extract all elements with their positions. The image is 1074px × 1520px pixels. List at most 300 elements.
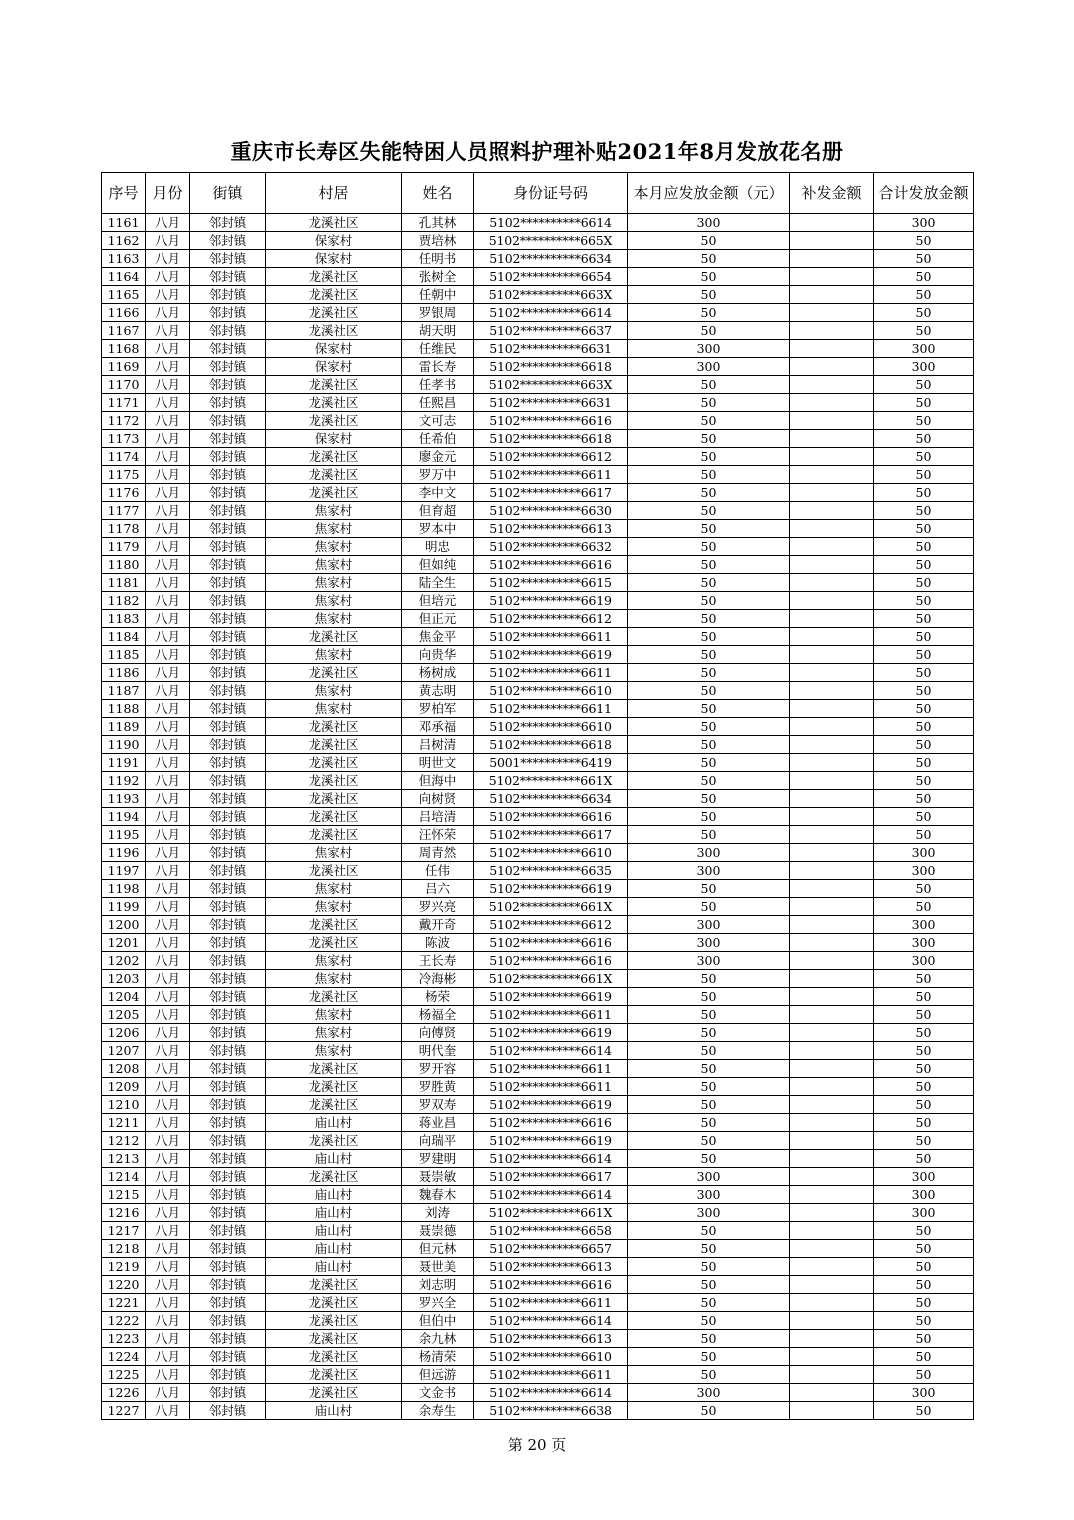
cell-month: 八月: [146, 286, 190, 304]
cell-serial: 1204: [102, 988, 146, 1006]
cell-total: 50: [874, 970, 974, 988]
cell-name: 文可志: [402, 412, 474, 430]
cell-town: 邻封镇: [190, 502, 266, 520]
table-row: [102, 664, 974, 682]
table-row: [102, 1024, 974, 1042]
cell-name: 向贵华: [402, 646, 474, 664]
cell-id-number: 5102**********6616: [474, 934, 628, 952]
header-town: 街镇: [190, 173, 266, 214]
cell-town: 邻封镇: [190, 286, 266, 304]
cell-town: 邻封镇: [190, 394, 266, 412]
cell-total: 50: [874, 1078, 974, 1096]
cell-total: 50: [874, 502, 974, 520]
cell-village: 焦家村: [266, 844, 402, 862]
cell-name: 余寿生: [402, 1402, 474, 1420]
cell-village: 龙溪社区: [266, 808, 402, 826]
cell-id-number: 5001**********6419: [474, 754, 628, 772]
cell-supplement: [790, 1186, 874, 1204]
cell-name: 焦金平: [402, 628, 474, 646]
table-row: [102, 736, 974, 754]
cell-town: 邻封镇: [190, 322, 266, 340]
cell-village: 焦家村: [266, 1024, 402, 1042]
table-row: [102, 1312, 974, 1330]
table-row: [102, 862, 974, 880]
cell-amount-due: 50: [628, 250, 790, 268]
table-row: [102, 214, 974, 232]
cell-month: 八月: [146, 682, 190, 700]
table-row: [102, 304, 974, 322]
cell-id-number: 5102**********6614: [474, 1150, 628, 1168]
cell-amount-due: 50: [628, 520, 790, 538]
cell-name: 任伟: [402, 862, 474, 880]
cell-name: 罗兴全: [402, 1294, 474, 1312]
cell-total: 50: [874, 1006, 974, 1024]
table-row: [102, 1276, 974, 1294]
cell-town: 邻封镇: [190, 934, 266, 952]
cell-serial: 1197: [102, 862, 146, 880]
cell-town: 邻封镇: [190, 808, 266, 826]
cell-supplement: [790, 430, 874, 448]
cell-name: 明代奎: [402, 1042, 474, 1060]
cell-village: 保家村: [266, 358, 402, 376]
cell-serial: 1210: [102, 1096, 146, 1114]
cell-month: 八月: [146, 916, 190, 934]
cell-name: 任朝中: [402, 286, 474, 304]
cell-town: 邻封镇: [190, 718, 266, 736]
cell-serial: 1187: [102, 682, 146, 700]
cell-town: 邻封镇: [190, 304, 266, 322]
cell-village: 龙溪社区: [266, 394, 402, 412]
cell-serial: 1162: [102, 232, 146, 250]
cell-supplement: [790, 844, 874, 862]
cell-total: 50: [874, 466, 974, 484]
cell-total: 50: [874, 700, 974, 718]
cell-supplement: [790, 898, 874, 916]
cell-id-number: 5102**********6616: [474, 412, 628, 430]
cell-serial: 1205: [102, 1006, 146, 1024]
cell-village: 焦家村: [266, 952, 402, 970]
cell-amount-due: 50: [628, 898, 790, 916]
table-row: [102, 808, 974, 826]
cell-supplement: [790, 1006, 874, 1024]
table-row: [102, 1042, 974, 1060]
cell-serial: 1180: [102, 556, 146, 574]
cell-name: 罗兴亮: [402, 898, 474, 916]
cell-total: 50: [874, 880, 974, 898]
cell-amount-due: 300: [628, 1186, 790, 1204]
cell-id-number: 5102**********6611: [474, 466, 628, 484]
cell-village: 焦家村: [266, 592, 402, 610]
table-row: [102, 1348, 974, 1366]
cell-name: 王长寿: [402, 952, 474, 970]
cell-supplement: [790, 1132, 874, 1150]
cell-village: 焦家村: [266, 502, 402, 520]
cell-month: 八月: [146, 520, 190, 538]
cell-total: 300: [874, 1384, 974, 1402]
cell-village: 龙溪社区: [266, 1078, 402, 1096]
cell-name: 杨福全: [402, 1006, 474, 1024]
cell-name: 但培元: [402, 592, 474, 610]
cell-id-number: 5102**********6619: [474, 1096, 628, 1114]
cell-month: 八月: [146, 898, 190, 916]
cell-month: 八月: [146, 214, 190, 232]
cell-name: 明世文: [402, 754, 474, 772]
cell-total: 50: [874, 1096, 974, 1114]
cell-id-number: 5102**********6619: [474, 1132, 628, 1150]
table-header-row: [102, 173, 974, 214]
cell-name: 罗本中: [402, 520, 474, 538]
cell-town: 邻封镇: [190, 1024, 266, 1042]
table-row: [102, 1384, 974, 1402]
cell-village: 龙溪社区: [266, 1294, 402, 1312]
table-row: [102, 1366, 974, 1384]
cell-total: 50: [874, 1294, 974, 1312]
cell-town: 邻封镇: [190, 1330, 266, 1348]
cell-serial: 1224: [102, 1348, 146, 1366]
cell-name: 任维民: [402, 340, 474, 358]
cell-amount-due: 50: [628, 430, 790, 448]
cell-month: 八月: [146, 304, 190, 322]
cell-name: 聂崇德: [402, 1222, 474, 1240]
cell-total: 300: [874, 1168, 974, 1186]
cell-id-number: 5102**********6619: [474, 646, 628, 664]
header-total: 合计发放金额: [874, 173, 974, 214]
cell-amount-due: 50: [628, 808, 790, 826]
cell-amount-due: 50: [628, 304, 790, 322]
cell-town: 邻封镇: [190, 1276, 266, 1294]
cell-month: 八月: [146, 1366, 190, 1384]
cell-village: 焦家村: [266, 682, 402, 700]
cell-total: 300: [874, 862, 974, 880]
cell-month: 八月: [146, 412, 190, 430]
table-row: [102, 934, 974, 952]
table-row: [102, 1186, 974, 1204]
cell-month: 八月: [146, 952, 190, 970]
cell-village: 龙溪社区: [266, 304, 402, 322]
cell-total: 50: [874, 556, 974, 574]
cell-serial: 1189: [102, 718, 146, 736]
cell-town: 邻封镇: [190, 1096, 266, 1114]
table-row: [102, 394, 974, 412]
cell-village: 焦家村: [266, 520, 402, 538]
cell-month: 八月: [146, 934, 190, 952]
cell-amount-due: 300: [628, 1384, 790, 1402]
cell-id-number: 5102**********6618: [474, 736, 628, 754]
cell-month: 八月: [146, 754, 190, 772]
cell-village: 庙山村: [266, 1114, 402, 1132]
cell-id-number: 5102**********6611: [474, 1060, 628, 1078]
cell-amount-due: 50: [628, 1402, 790, 1420]
cell-village: 龙溪社区: [266, 916, 402, 934]
cell-id-number: 5102**********661X: [474, 1204, 628, 1222]
cell-id-number: 5102**********6610: [474, 718, 628, 736]
cell-amount-due: 50: [628, 232, 790, 250]
cell-id-number: 5102**********6612: [474, 916, 628, 934]
cell-town: 邻封镇: [190, 1258, 266, 1276]
cell-town: 邻封镇: [190, 628, 266, 646]
cell-amount-due: 50: [628, 1132, 790, 1150]
cell-month: 八月: [146, 1006, 190, 1024]
cell-amount-due: 50: [628, 1312, 790, 1330]
cell-id-number: 5102**********6631: [474, 340, 628, 358]
cell-supplement: [790, 1330, 874, 1348]
cell-total: 300: [874, 1186, 974, 1204]
header-month: 月份: [146, 173, 190, 214]
table-row: [102, 538, 974, 556]
cell-month: 八月: [146, 1150, 190, 1168]
cell-month: 八月: [146, 1402, 190, 1420]
cell-amount-due: 300: [628, 844, 790, 862]
cell-amount-due: 50: [628, 1042, 790, 1060]
cell-supplement: [790, 484, 874, 502]
cell-town: 邻封镇: [190, 520, 266, 538]
cell-amount-due: 50: [628, 556, 790, 574]
cell-town: 邻封镇: [190, 1186, 266, 1204]
cell-town: 邻封镇: [190, 1060, 266, 1078]
cell-id-number: 5102**********6616: [474, 1114, 628, 1132]
cell-amount-due: 50: [628, 664, 790, 682]
cell-total: 50: [874, 1330, 974, 1348]
cell-village: 龙溪社区: [266, 934, 402, 952]
cell-supplement: [790, 952, 874, 970]
cell-village: 焦家村: [266, 880, 402, 898]
cell-village: 龙溪社区: [266, 718, 402, 736]
cell-month: 八月: [146, 610, 190, 628]
cell-amount-due: 50: [628, 412, 790, 430]
cell-id-number: 5102**********6611: [474, 1366, 628, 1384]
cell-village: 龙溪社区: [266, 790, 402, 808]
cell-month: 八月: [146, 448, 190, 466]
cell-serial: 1186: [102, 664, 146, 682]
cell-serial: 1176: [102, 484, 146, 502]
cell-serial: 1196: [102, 844, 146, 862]
cell-month: 八月: [146, 1078, 190, 1096]
cell-amount-due: 50: [628, 538, 790, 556]
cell-town: 邻封镇: [190, 988, 266, 1006]
cell-name: 向傅贤: [402, 1024, 474, 1042]
cell-month: 八月: [146, 1294, 190, 1312]
cell-id-number: 5102**********6634: [474, 250, 628, 268]
cell-amount-due: 50: [628, 1024, 790, 1042]
cell-id-number: 5102**********6614: [474, 1312, 628, 1330]
cell-id-number: 5102**********6658: [474, 1222, 628, 1240]
cell-id-number: 5102**********6611: [474, 628, 628, 646]
cell-village: 焦家村: [266, 700, 402, 718]
cell-serial: 1207: [102, 1042, 146, 1060]
cell-town: 邻封镇: [190, 268, 266, 286]
cell-village: 龙溪社区: [266, 754, 402, 772]
cell-name: 但远游: [402, 1366, 474, 1384]
cell-name: 向树贤: [402, 790, 474, 808]
cell-serial: 1226: [102, 1384, 146, 1402]
cell-town: 邻封镇: [190, 1402, 266, 1420]
cell-total: 300: [874, 844, 974, 862]
cell-total: 50: [874, 1042, 974, 1060]
cell-supplement: [790, 1402, 874, 1420]
cell-supplement: [790, 232, 874, 250]
table-row: [102, 916, 974, 934]
table-row: [102, 358, 974, 376]
cell-town: 邻封镇: [190, 700, 266, 718]
cell-total: 50: [874, 448, 974, 466]
cell-serial: 1190: [102, 736, 146, 754]
cell-serial: 1174: [102, 448, 146, 466]
cell-month: 八月: [146, 970, 190, 988]
table-row: [102, 988, 974, 1006]
cell-amount-due: 50: [628, 574, 790, 592]
cell-serial: 1225: [102, 1366, 146, 1384]
cell-total: 50: [874, 1240, 974, 1258]
cell-name: 汪怀荣: [402, 826, 474, 844]
table-row: [102, 1060, 974, 1078]
cell-village: 焦家村: [266, 538, 402, 556]
cell-village: 龙溪社区: [266, 376, 402, 394]
cell-id-number: 5102**********663X: [474, 376, 628, 394]
cell-id-number: 5102**********6654: [474, 268, 628, 286]
cell-amount-due: 50: [628, 592, 790, 610]
cell-total: 50: [874, 592, 974, 610]
cell-total: 50: [874, 718, 974, 736]
cell-town: 邻封镇: [190, 1006, 266, 1024]
cell-total: 50: [874, 1402, 974, 1420]
cell-month: 八月: [146, 1114, 190, 1132]
cell-town: 邻封镇: [190, 466, 266, 484]
table-row: [102, 1240, 974, 1258]
table-row: [102, 322, 974, 340]
cell-month: 八月: [146, 574, 190, 592]
page-number: 第 20 页: [507, 1436, 567, 1454]
cell-amount-due: 50: [628, 754, 790, 772]
table-row: [102, 970, 974, 988]
cell-town: 邻封镇: [190, 1312, 266, 1330]
cell-village: 保家村: [266, 340, 402, 358]
cell-supplement: [790, 1348, 874, 1366]
cell-town: 邻封镇: [190, 916, 266, 934]
cell-name: 罗胜黄: [402, 1078, 474, 1096]
header-name: 姓名: [402, 173, 474, 214]
cell-town: 邻封镇: [190, 1348, 266, 1366]
cell-month: 八月: [146, 1132, 190, 1150]
cell-serial: 1208: [102, 1060, 146, 1078]
cell-supplement: [790, 358, 874, 376]
cell-name: 余九林: [402, 1330, 474, 1348]
table-row: [102, 592, 974, 610]
cell-name: 罗万中: [402, 466, 474, 484]
cell-town: 邻封镇: [190, 880, 266, 898]
cell-total: 50: [874, 1132, 974, 1150]
cell-id-number: 5102**********6611: [474, 1294, 628, 1312]
cell-month: 八月: [146, 1096, 190, 1114]
cell-id-number: 5102**********6635: [474, 862, 628, 880]
cell-village: 庙山村: [266, 1150, 402, 1168]
cell-supplement: [790, 646, 874, 664]
cell-amount-due: 50: [628, 466, 790, 484]
cell-village: 保家村: [266, 430, 402, 448]
cell-name: 孔其林: [402, 214, 474, 232]
cell-name: 刘涛: [402, 1204, 474, 1222]
cell-amount-due: 300: [628, 1168, 790, 1186]
cell-supplement: [790, 1384, 874, 1402]
cell-id-number: 5102**********6618: [474, 358, 628, 376]
cell-month: 八月: [146, 268, 190, 286]
cell-amount-due: 50: [628, 376, 790, 394]
cell-name: 罗银周: [402, 304, 474, 322]
cell-serial: 1221: [102, 1294, 146, 1312]
cell-amount-due: 50: [628, 1114, 790, 1132]
cell-village: 龙溪社区: [266, 214, 402, 232]
cell-village: 龙溪社区: [266, 988, 402, 1006]
table-body: [102, 214, 974, 1420]
cell-town: 邻封镇: [190, 592, 266, 610]
cell-village: 保家村: [266, 232, 402, 250]
cell-total: 50: [874, 664, 974, 682]
cell-village: 龙溪社区: [266, 1348, 402, 1366]
cell-serial: 1183: [102, 610, 146, 628]
cell-total: 50: [874, 322, 974, 340]
cell-amount-due: 50: [628, 322, 790, 340]
table-row: [102, 1204, 974, 1222]
cell-supplement: [790, 736, 874, 754]
table-row: [102, 880, 974, 898]
table-row: [102, 448, 974, 466]
cell-name: 贾培林: [402, 232, 474, 250]
cell-month: 八月: [146, 1240, 190, 1258]
cell-serial: 1218: [102, 1240, 146, 1258]
cell-serial: 1227: [102, 1402, 146, 1420]
cell-serial: 1164: [102, 268, 146, 286]
cell-id-number: 5102**********6631: [474, 394, 628, 412]
cell-id-number: 5102**********6614: [474, 1042, 628, 1060]
table-row: [102, 1258, 974, 1276]
table-row: [102, 250, 974, 268]
cell-month: 八月: [146, 1348, 190, 1366]
cell-village: 龙溪社区: [266, 862, 402, 880]
cell-id-number: 5102**********6611: [474, 664, 628, 682]
cell-serial: 1202: [102, 952, 146, 970]
table-row: [102, 430, 974, 448]
cell-supplement: [790, 1312, 874, 1330]
cell-id-number: 5102**********6611: [474, 700, 628, 718]
cell-id-number: 5102**********6615: [474, 574, 628, 592]
cell-village: 龙溪社区: [266, 448, 402, 466]
cell-supplement: [790, 466, 874, 484]
cell-id-number: 5102**********6634: [474, 790, 628, 808]
cell-total: 50: [874, 412, 974, 430]
table-row: [102, 502, 974, 520]
cell-village: 焦家村: [266, 1042, 402, 1060]
cell-village: 龙溪社区: [266, 1276, 402, 1294]
cell-village: 庙山村: [266, 1240, 402, 1258]
cell-total: 50: [874, 772, 974, 790]
cell-month: 八月: [146, 592, 190, 610]
table-row: [102, 1006, 974, 1024]
cell-id-number: 5102**********6610: [474, 682, 628, 700]
cell-total: 300: [874, 214, 974, 232]
cell-serial: 1203: [102, 970, 146, 988]
cell-town: 邻封镇: [190, 358, 266, 376]
cell-amount-due: 50: [628, 1294, 790, 1312]
cell-month: 八月: [146, 358, 190, 376]
cell-name: 任希伯: [402, 430, 474, 448]
cell-id-number: 5102**********6619: [474, 988, 628, 1006]
cell-id-number: 5102**********661X: [474, 898, 628, 916]
cell-name: 胡天明: [402, 322, 474, 340]
table-row: [102, 754, 974, 772]
cell-supplement: [790, 970, 874, 988]
cell-town: 邻封镇: [190, 1366, 266, 1384]
cell-supplement: [790, 610, 874, 628]
cell-serial: 1168: [102, 340, 146, 358]
